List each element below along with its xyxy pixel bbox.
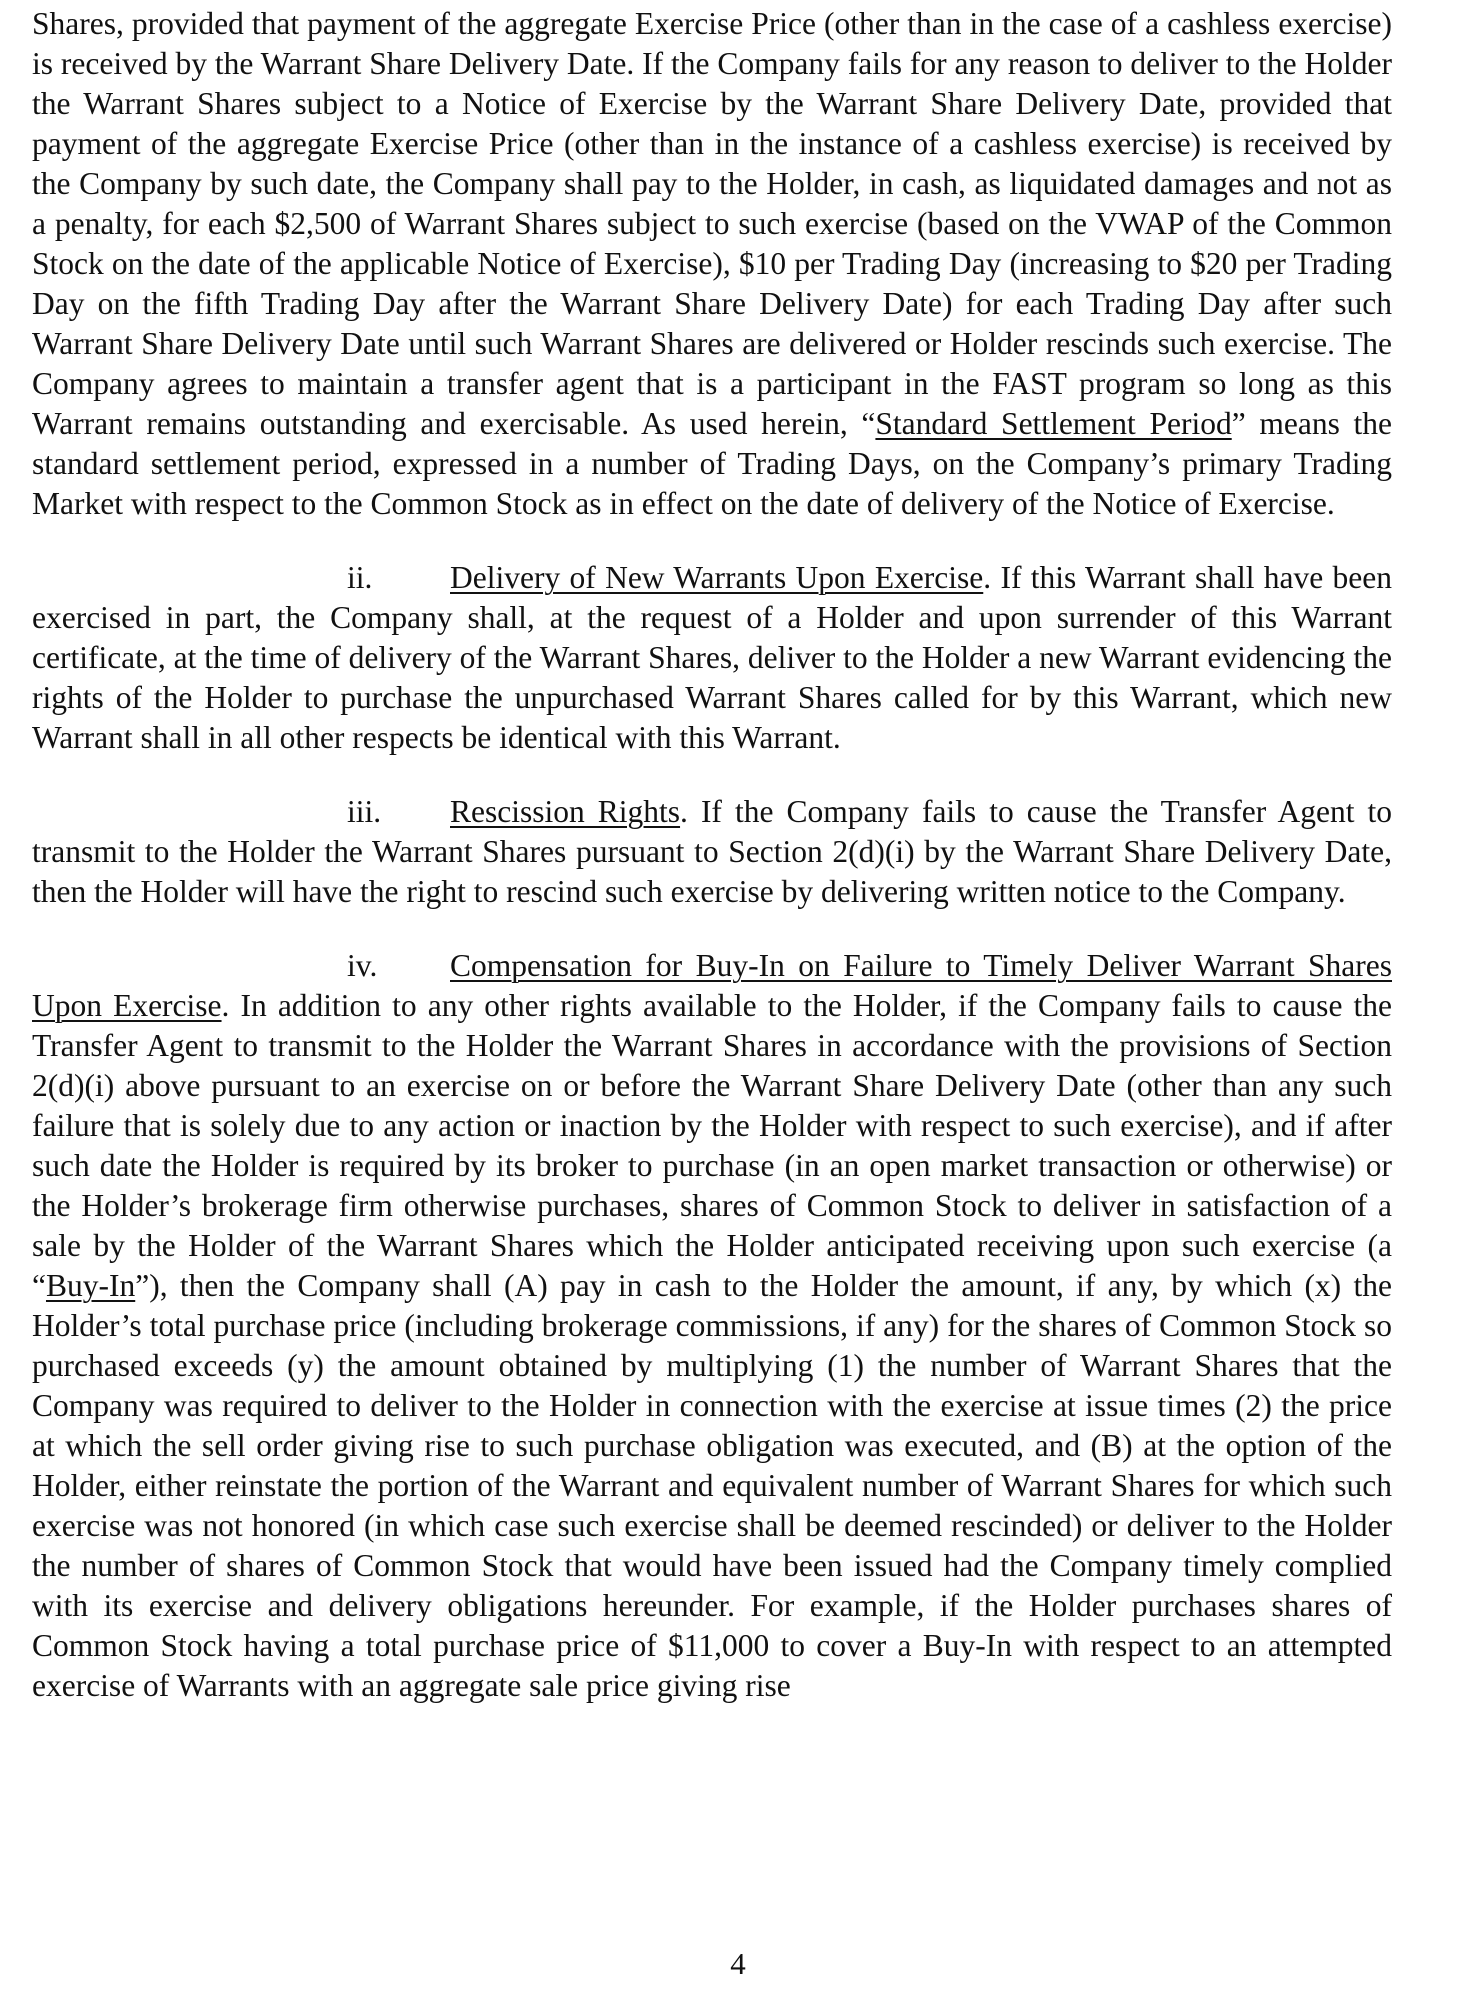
page-number: 4 bbox=[730, 1946, 746, 1981]
paragraph-text: . In addition to any other rights available to the Holder, if the Company fails to cause the Transfer Agent to transmit to the Holder the Warrant Shares in accordance with the provisions of Section 2(d)(i) above pursuant to an exercise on or before the Warrant Share Delivery Date (other than any such failure that is solely due to any action or inaction by the Holder with respect to such exercise), and if after such date the Holder is required by its broker to purchase (in an open market transaction or otherwise) or the Holder’s brokerage firm otherwise purchases, shares of Common Stock to deliver in satisfaction of a sale by the Holder of the Warrant Shares which the Holder anticipated receiving upon such exercise (a “ bbox=[32, 988, 1392, 1303]
section-number: iv. bbox=[347, 948, 378, 983]
paragraph-delivery-continuation bbox=[32, 4, 1392, 524]
paragraph-compensation-for-buy-in bbox=[32, 946, 1392, 1706]
paragraph-delivery-of-new-warrants bbox=[32, 558, 1392, 758]
paragraph-text: ” means the standard settlement period, expressed in a number of Trading Days, on the Company’s primary Trading Market with respect to the Common Stock as in effect on the date of delivery of the Notice of Exercise. bbox=[32, 406, 1393, 521]
paragraph-text: ”), then the Company shall (A) pay in cash to the Holder the amount, if any, by which (x) the Holder’s total purchase price (including brokerage commissions, if any) for the shares of Common Stock so purchased exceeds (y) the amount obtained by multiplying (1) the number of Warrant Shares that the Company was required to deliver to the Holder in connection with the exercise at issue times (2) the price at which the sell order giving rise to such purchase obligation was executed, and (B) at the option of the Holder, either reinstate the portion of the Warrant and equivalent number of Warrant Shares for which such exercise was not honored (in which case such exercise shall be deemed rescinded) or deliver to the Holder the number of shares of Common Stock that would have been issued had the Company timely complied with its exercise and delivery obligations hereunder. For example, if the Holder purchases shares of Common Stock having a total purchase price of $11,000 to cover a Buy-In with respect to an attempted exercise of Warrants with an aggregate sale price giving rise bbox=[32, 1268, 1392, 1703]
section-heading: Rescission Rights bbox=[450, 794, 681, 829]
section-heading: Delivery of New Warrants Upon Exercise bbox=[450, 560, 984, 595]
section-number: ii. bbox=[347, 560, 373, 595]
paragraph-text: Shares, provided that payment of the aggregate Exercise Price (other than in the case of a cashless exercise) is received by the Warrant Share Delivery Date. If the Company fails for any reason to deliver to the Holder the Warrant Shares subject to a Notice of Exercise by the Warrant Share Delivery Date, provided that payment of the aggregate Exercise Price (other than in the instance of a cashless exercise) is received by the Company by such date, the Company shall pay to the Holder, in cash, as liquidated damages and not as a penalty, for each $2,500 of Warrant Shares subject to such exercise (based on the VWAP of the Common Stock on the date of the applicable Notice of Exercise), $10 per Trading Day (increasing to $20 per Trading Day on the fifth Trading Day after the Warrant Share Delivery Date) for each Trading Day after such Warrant Share Delivery Date until such Warrant Shares are delivered or Holder rescinds such exercise. The Company agrees to maintain a transfer agent that is a participant in the FAST program so long as this Warrant remains outstanding and exercisable. As used herein, “ bbox=[32, 6, 1392, 441]
section-number: iii. bbox=[347, 794, 382, 829]
paragraph-rescission-rights bbox=[32, 792, 1392, 912]
document-page bbox=[32, 4, 1392, 1706]
defined-term-buy-in: Buy-In bbox=[45, 1268, 136, 1303]
defined-term-standard-settlement-period: Standard Settlement Period bbox=[875, 406, 1232, 441]
section-heading: Compensation for Buy-In on Failure to Timely Deliver Warrant Shares Upon Exercise bbox=[32, 948, 1392, 1023]
paragraph-text: . If this Warrant shall have been exercised in part, the Company shall, at the request of a Holder and upon surrender of this Warrant certificate, at the time of delivery of the Warrant Shares, deliver to the Holder a new Warrant evidencing the rights of the Holder to purchase the unpurchased Warrant Shares called for by this Warrant, which new Warrant shall in all other respects be identical with this Warrant. bbox=[32, 560, 1392, 755]
paragraph-text: . If the Company fails to cause the Transfer Agent to transmit to the Holder the Warrant Shares pursuant to Section 2(d)(i) by the Warrant Share Delivery Date, then the Holder will have the right to rescind such exercise by delivering written notice to the Company. bbox=[32, 794, 1392, 909]
